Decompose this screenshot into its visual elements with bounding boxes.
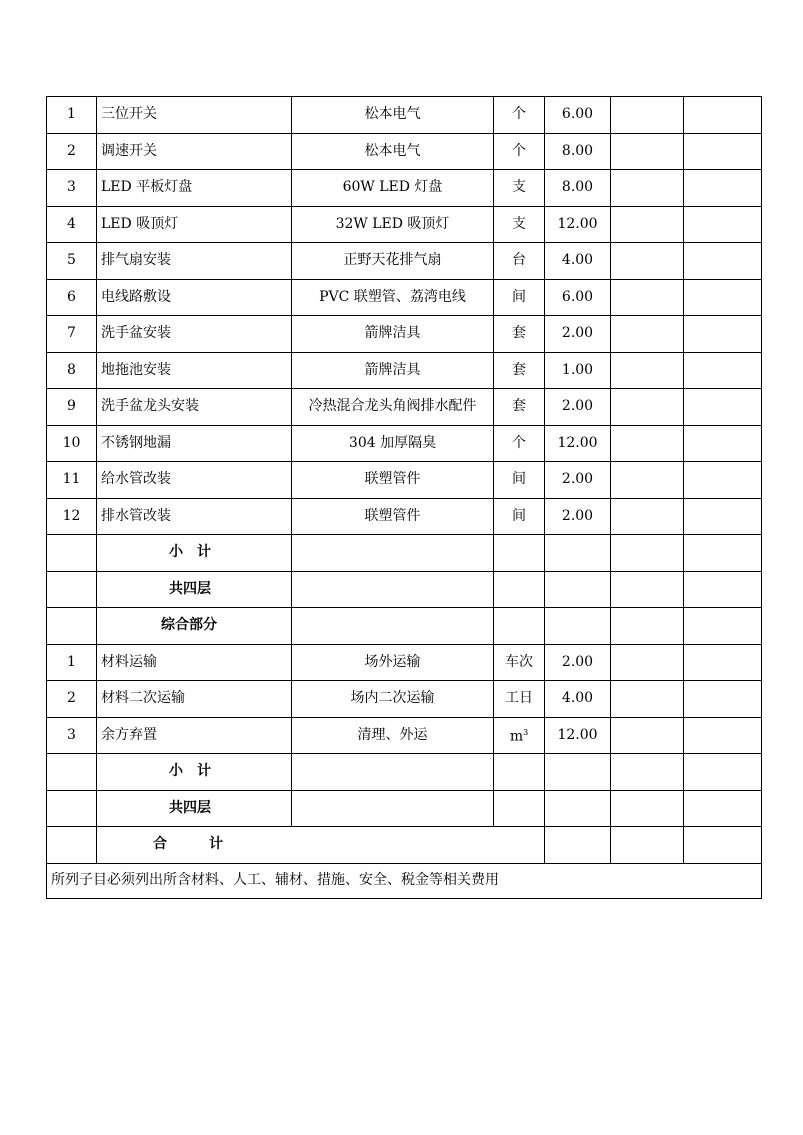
item-unit: 间 bbox=[494, 462, 545, 499]
row-number: 12 bbox=[47, 498, 97, 535]
item-name: 洗手盆安装 bbox=[97, 316, 292, 353]
item-unit: 支 bbox=[494, 170, 545, 207]
unit-price-cell[interactable] bbox=[611, 535, 684, 572]
table-row bbox=[47, 425, 762, 462]
row-number: 10 bbox=[47, 425, 97, 462]
item-name: 余方弃置 bbox=[97, 717, 292, 754]
empty-cell bbox=[47, 827, 97, 864]
empty-cell bbox=[545, 790, 611, 827]
item-unit: 套 bbox=[494, 389, 545, 426]
empty-cell bbox=[47, 608, 97, 645]
item-spec: 箭牌洁具 bbox=[292, 352, 494, 389]
item-qty: 4.00 bbox=[545, 681, 611, 718]
item-name: 调速开关 bbox=[97, 133, 292, 170]
row-number: 7 bbox=[47, 316, 97, 353]
item-name: 洗手盆龙头安装 bbox=[97, 389, 292, 426]
item-qty: 2.00 bbox=[545, 644, 611, 681]
unit-price-cell[interactable] bbox=[611, 608, 684, 645]
amount-cell[interactable] bbox=[684, 206, 762, 243]
item-unit: 间 bbox=[494, 498, 545, 535]
item-spec: 联塑管件 bbox=[292, 462, 494, 499]
item-qty: 2.00 bbox=[545, 498, 611, 535]
unit-price-cell[interactable] bbox=[611, 206, 684, 243]
item-spec: 清理、外运 bbox=[292, 717, 494, 754]
item-unit: 个 bbox=[494, 133, 545, 170]
unit-superscript: 3 bbox=[523, 728, 529, 738]
unit-price-cell[interactable] bbox=[611, 389, 684, 426]
table-row bbox=[47, 206, 762, 243]
item-spec: 松本电气 bbox=[292, 97, 494, 134]
empty-cell bbox=[545, 608, 611, 645]
item-qty: 8.00 bbox=[545, 170, 611, 207]
subtotal-label: 小 计 bbox=[97, 535, 292, 572]
quotation-table bbox=[46, 96, 762, 899]
amount-cell[interactable] bbox=[684, 462, 762, 499]
empty-cell bbox=[47, 790, 97, 827]
item-name: 排水管改装 bbox=[97, 498, 292, 535]
amount-cell[interactable] bbox=[684, 243, 762, 280]
item-spec: 场内二次运输 bbox=[292, 681, 494, 718]
amount-cell[interactable] bbox=[684, 389, 762, 426]
unit-price-cell[interactable] bbox=[611, 717, 684, 754]
table-row bbox=[47, 681, 762, 718]
empty-cell bbox=[47, 571, 97, 608]
item-spec: 箭牌洁具 bbox=[292, 316, 494, 353]
unit-price-cell[interactable] bbox=[611, 571, 684, 608]
item-unit: m bbox=[509, 729, 524, 746]
row-number: 1 bbox=[47, 644, 97, 681]
row-number: 3 bbox=[47, 717, 97, 754]
row-number: 8 bbox=[47, 352, 97, 389]
unit-price-cell[interactable] bbox=[611, 243, 684, 280]
item-qty: 12.00 bbox=[545, 206, 611, 243]
section-header-row bbox=[47, 608, 762, 645]
unit-price-cell[interactable] bbox=[611, 97, 684, 134]
unit-price-cell[interactable] bbox=[611, 133, 684, 170]
subtotal-row bbox=[47, 535, 762, 572]
subtotal-label: 小 计 bbox=[97, 754, 292, 791]
item-qty: 8.00 bbox=[545, 133, 611, 170]
table-row bbox=[47, 97, 762, 134]
unit-price-cell[interactable] bbox=[611, 681, 684, 718]
amount-cell[interactable] bbox=[684, 425, 762, 462]
unit-price-cell[interactable] bbox=[611, 754, 684, 791]
empty-cell bbox=[545, 535, 611, 572]
table-row bbox=[47, 644, 762, 681]
table-row bbox=[47, 717, 762, 754]
amount-cell[interactable] bbox=[684, 644, 762, 681]
item-spec: 32W LED 吸顶灯 bbox=[292, 206, 494, 243]
item-unit: 个 bbox=[494, 425, 545, 462]
section-label: 综合部分 bbox=[97, 608, 292, 645]
item-name: 排气扇安装 bbox=[97, 243, 292, 280]
amount-cell[interactable] bbox=[684, 681, 762, 718]
item-spec: 联塑管件 bbox=[292, 498, 494, 535]
item-name: LED 平板灯盘 bbox=[97, 170, 292, 207]
amount-cell[interactable] bbox=[684, 790, 762, 827]
amount-cell[interactable] bbox=[684, 827, 762, 864]
table-row bbox=[47, 498, 762, 535]
amount-cell[interactable] bbox=[684, 754, 762, 791]
row-number: 2 bbox=[47, 681, 97, 718]
item-name: 材料二次运输 bbox=[97, 681, 292, 718]
empty-cell bbox=[545, 571, 611, 608]
item-qty: 6.00 bbox=[545, 279, 611, 316]
item-spec: 冷热混合龙头角阀排水配件 bbox=[292, 389, 494, 426]
amount-cell[interactable] bbox=[684, 133, 762, 170]
unit-price-cell[interactable] bbox=[611, 790, 684, 827]
table-row bbox=[47, 352, 762, 389]
floors-row bbox=[47, 571, 762, 608]
empty-cell bbox=[545, 754, 611, 791]
table-row bbox=[47, 133, 762, 170]
row-number: 6 bbox=[47, 279, 97, 316]
item-name: 给水管改装 bbox=[97, 462, 292, 499]
unit-price-cell[interactable] bbox=[611, 462, 684, 499]
empty-cell bbox=[494, 790, 545, 827]
item-qty: 4.00 bbox=[545, 243, 611, 280]
table-row bbox=[47, 389, 762, 426]
row-number: 1 bbox=[47, 97, 97, 134]
amount-cell[interactable] bbox=[684, 535, 762, 572]
item-spec: 场外运输 bbox=[292, 644, 494, 681]
item-name: 地拖池安装 bbox=[97, 352, 292, 389]
item-unit: 车次 bbox=[494, 644, 545, 681]
item-qty: 12.00 bbox=[545, 425, 611, 462]
empty-cell bbox=[494, 571, 545, 608]
unit-price-cell[interactable] bbox=[611, 352, 684, 389]
floors-label: 共四层 bbox=[97, 571, 292, 608]
unit-price-cell[interactable] bbox=[611, 827, 684, 864]
item-spec: 正野天花排气扇 bbox=[292, 243, 494, 280]
item-qty: 1.00 bbox=[545, 352, 611, 389]
amount-cell[interactable] bbox=[684, 352, 762, 389]
item-spec: 304 加厚隔臭 bbox=[292, 425, 494, 462]
unit-price-cell[interactable] bbox=[611, 425, 684, 462]
item-name: 三位开关 bbox=[97, 97, 292, 134]
item-name: LED 吸顶灯 bbox=[97, 206, 292, 243]
row-number: 9 bbox=[47, 389, 97, 426]
item-qty: 2.00 bbox=[545, 316, 611, 353]
table-row bbox=[47, 279, 762, 316]
amount-cell[interactable] bbox=[684, 170, 762, 207]
amount-cell[interactable] bbox=[684, 571, 762, 608]
empty-cell bbox=[292, 535, 494, 572]
row-number: 5 bbox=[47, 243, 97, 280]
empty-cell bbox=[292, 608, 494, 645]
row-number: 2 bbox=[47, 133, 97, 170]
item-spec: PVC 联塑管、荔湾电线 bbox=[292, 279, 494, 316]
item-name: 不锈钢地漏 bbox=[97, 425, 292, 462]
unit-price-cell[interactable] bbox=[611, 498, 684, 535]
item-unit-cell bbox=[494, 717, 545, 754]
item-unit: 支 bbox=[494, 206, 545, 243]
amount-cell[interactable] bbox=[684, 97, 762, 134]
item-qty: 2.00 bbox=[545, 389, 611, 426]
item-unit: 间 bbox=[494, 279, 545, 316]
item-qty: 2.00 bbox=[545, 462, 611, 499]
total-row bbox=[47, 827, 762, 864]
empty-cell bbox=[47, 535, 97, 572]
row-number: 11 bbox=[47, 462, 97, 499]
item-spec: 60W LED 灯盘 bbox=[292, 170, 494, 207]
amount-cell[interactable] bbox=[684, 717, 762, 754]
empty-cell bbox=[494, 535, 545, 572]
item-spec: 松本电气 bbox=[292, 133, 494, 170]
unit-price-cell[interactable] bbox=[611, 170, 684, 207]
item-unit: 个 bbox=[494, 97, 545, 134]
unit-price-cell[interactable] bbox=[611, 279, 684, 316]
item-qty: 6.00 bbox=[545, 97, 611, 134]
empty-cell bbox=[292, 571, 494, 608]
note-row bbox=[47, 863, 762, 898]
table-row bbox=[47, 316, 762, 353]
empty-cell bbox=[292, 754, 494, 791]
total-label: 合 计 bbox=[97, 827, 545, 864]
item-qty: 12.00 bbox=[545, 717, 611, 754]
floors-label: 共四层 bbox=[97, 790, 292, 827]
amount-cell[interactable] bbox=[684, 279, 762, 316]
row-number: 3 bbox=[47, 170, 97, 207]
unit-price-cell[interactable] bbox=[611, 644, 684, 681]
table-row bbox=[47, 170, 762, 207]
empty-cell bbox=[545, 827, 611, 864]
empty-cell bbox=[47, 754, 97, 791]
empty-cell bbox=[494, 608, 545, 645]
item-unit: 工日 bbox=[494, 681, 545, 718]
item-unit: 套 bbox=[494, 352, 545, 389]
item-name: 电线路敷设 bbox=[97, 279, 292, 316]
table-row bbox=[47, 462, 762, 499]
amount-cell[interactable] bbox=[684, 316, 762, 353]
table-row bbox=[47, 243, 762, 280]
row-number: 4 bbox=[47, 206, 97, 243]
amount-cell[interactable] bbox=[684, 498, 762, 535]
unit-price-cell[interactable] bbox=[611, 316, 684, 353]
item-name: 材料运输 bbox=[97, 644, 292, 681]
empty-cell bbox=[292, 790, 494, 827]
item-unit: 套 bbox=[494, 316, 545, 353]
empty-cell bbox=[494, 754, 545, 791]
item-unit: 台 bbox=[494, 243, 545, 280]
amount-cell[interactable] bbox=[684, 608, 762, 645]
floors-row bbox=[47, 790, 762, 827]
subtotal-row bbox=[47, 754, 762, 791]
footnote: 所列子目必须列出所含材料、人工、辅材、措施、安全、税金等相关费用 bbox=[47, 863, 762, 898]
